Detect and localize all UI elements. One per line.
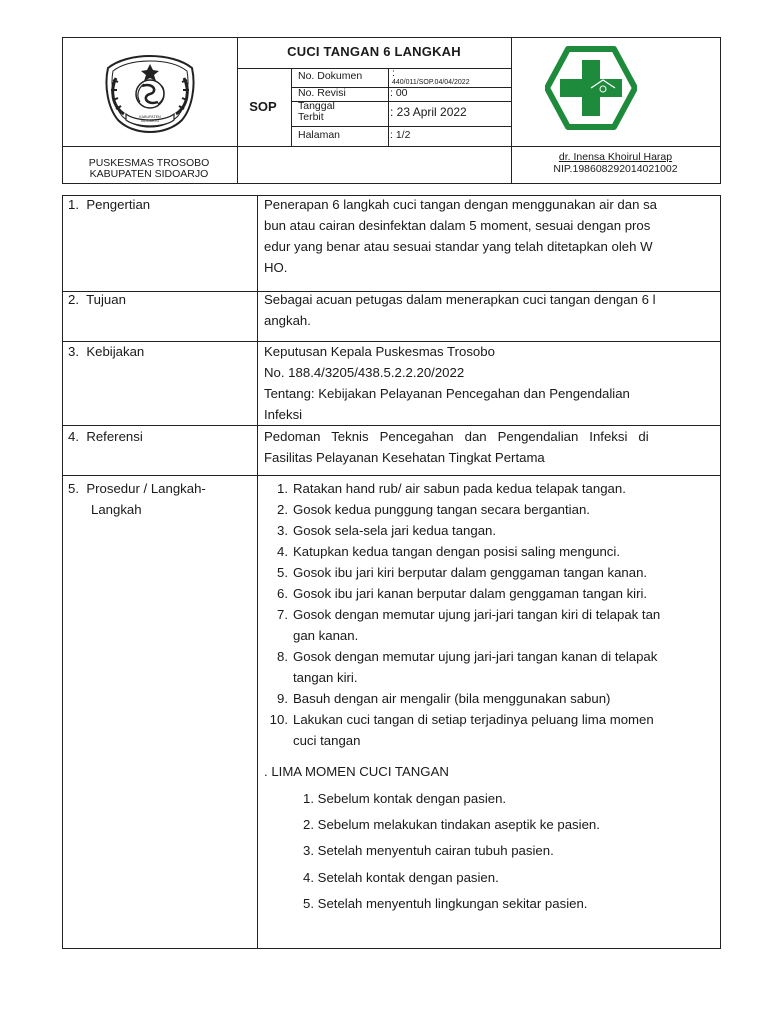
moment-item: 4. Setelah kontak dengan pasien. [303, 870, 499, 885]
label-prosedur-cont: Langkah [91, 502, 142, 517]
sop-label: SOP [249, 99, 277, 114]
kebijakan-line: No. 188.4/3205/438.5.2.2.20/2022 [264, 365, 465, 380]
regency-emblem-logo [96, 52, 204, 134]
label-prosedur: 5. Prosedur / Langkah- [68, 481, 206, 496]
organization-regency: KABUPATEN SIDOARJO [89, 168, 209, 180]
emblem-ribbon-text: KABUPATEN SIDOARJO [139, 115, 161, 123]
moment-item: 5. Setelah menyentuh lingkungan sekitar pasien. [303, 896, 588, 911]
label-referensi: 4. Referensi [68, 429, 143, 444]
signer-nip: NIP.198608292014021002 [553, 163, 678, 175]
field-label-halaman: Halaman [298, 129, 341, 141]
moments-title: . LIMA MOMEN CUCI TANGAN [264, 764, 449, 779]
kebijakan-line: Tentang: Kebijakan Pelayanan Pencegahan dan Pengendalian [264, 386, 630, 401]
kebijakan-line: Keputusan Kepala Puskesmas Trosobo [264, 344, 495, 359]
field-label-terbit: Terbit [298, 111, 324, 123]
tujuan-line: angkah. [264, 313, 311, 328]
field-value-halaman: : 1/2 [390, 129, 411, 141]
tujuan-line: Sebagai acuan petugas dalam menerapkan cuci tangan dengan 6 l [264, 292, 656, 307]
label-pengertian: 1. Pengertian [68, 197, 151, 212]
field-label-no-dokumen: No. Dokumen [298, 70, 363, 82]
puskesmas-logo [545, 46, 637, 130]
moment-item: 2. Sebelum melakukan tindakan aseptik ke pasien. [303, 817, 600, 832]
label-kebijakan: 3. Kebijakan [68, 344, 145, 359]
referensi-line: Pedoman Teknis Pencegahan dan Pengendalian Infeksi di [264, 429, 649, 444]
signer-name: dr. Inensa Khoirul Harap [558, 151, 673, 163]
field-label-tanggal: Tanggal [298, 100, 335, 112]
field-value-tanggal-terbit: : 23 April 2022 [390, 105, 467, 119]
field-value-no-dokumen: 440/011/SOP.04/04/2022 [392, 79, 470, 86]
kebijakan-line: Infeksi [264, 407, 303, 422]
moment-item: 1. Sebelum kontak dengan pasien. [303, 791, 507, 806]
pengertian-line: edur yang benar atau sesuai standar yang telah ditetapkan oleh W [264, 239, 653, 254]
field-value-no-revisi: : 00 [390, 87, 408, 99]
pengertian-line: Penerapan 6 langkah cuci tangan dengan menggunakan air dan sa [264, 197, 657, 212]
referensi-line: Fasilitas Pelayanan Kesehatan Tingkat Pertama [264, 450, 545, 465]
pengertian-line: HO. [264, 260, 288, 275]
document-title: CUCI TANGAN 6 LANGKAH [287, 44, 461, 59]
moment-item: 3. Setelah menyentuh cairan tubuh pasien. [303, 843, 554, 858]
field-colon-no-dokumen: : [392, 67, 395, 79]
label-tujuan: 2. Tujuan [68, 292, 126, 307]
pengertian-line: bun atau cairan desinfektan dalam 5 moment, sesuai dengan pros [264, 218, 651, 233]
organization-name: PUSKESMAS TROSOBO [88, 157, 210, 169]
field-label-no-revisi: No. Revisi [298, 87, 346, 99]
